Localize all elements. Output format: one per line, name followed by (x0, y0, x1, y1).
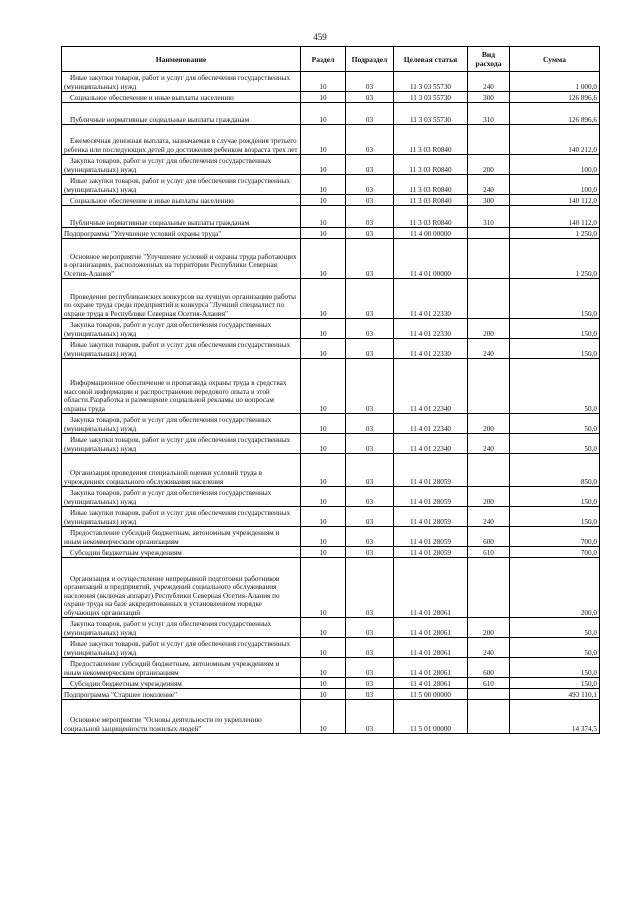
cell-sum: 50,0 (510, 618, 600, 638)
cell-sum: 140 112,0 (510, 195, 600, 206)
cell-target: 11 5 01 00000 (394, 700, 468, 734)
cell-target: 11 4 01 28061 (394, 658, 468, 678)
cell-name: Ежемесячная денежная выплата, назначаемая в случае рождения третьего ребенка или последующих детей до достижения ребенком возраста трех лет (62, 125, 301, 155)
cell-expense-type: 300 (468, 92, 510, 103)
table-row (62, 700, 600, 734)
cell-section: 10 (301, 125, 346, 155)
cell-subsection: 03 (346, 700, 394, 734)
cell-expense-type (468, 125, 510, 155)
cell-expense-type: 200 (468, 618, 510, 638)
cell-expense-type (468, 239, 510, 279)
cell-expense-type: 310 (468, 103, 510, 125)
cell-section: 10 (301, 638, 346, 658)
cell-section: 10 (301, 547, 346, 558)
table-row (62, 558, 600, 618)
table-row (62, 527, 600, 547)
cell-subsection: 03 (346, 72, 394, 92)
page-number: 459 (313, 32, 327, 42)
cell-name: Иные закупки товаров, работ и услуг для обеспечения государственных (муниципальных) нужд (62, 175, 301, 195)
cell-section: 10 (301, 689, 346, 700)
cell-sum: 50,0 (510, 359, 600, 414)
cell-sum: 1 000,0 (510, 72, 600, 92)
cell-subsection: 03 (346, 487, 394, 507)
cell-expense-type (468, 228, 510, 239)
cell-sum: 140 212,0 (510, 125, 600, 155)
cell-target: 11 4 01 22330 (394, 339, 468, 359)
cell-target: 11 4 01 28061 (394, 618, 468, 638)
cell-subsection: 03 (346, 175, 394, 195)
cell-name: Проведение республиканских конкурсов на лучшую организацию работы по охране труда среди предприятий и конкурса "Лучший специалист по охране труда в Республике Северная Осетия-Алания" (62, 279, 301, 319)
cell-subsection: 03 (346, 92, 394, 103)
cell-subsection: 03 (346, 239, 394, 279)
cell-subsection: 03 (346, 228, 394, 239)
cell-expense-type (468, 359, 510, 414)
cell-target: 11 3 03 R0840 (394, 175, 468, 195)
header-sum: Сумма (510, 47, 600, 72)
cell-name: Иные закупки товаров, работ и услуг для обеспечения государственных (муниципальных) нужд (62, 434, 301, 454)
cell-subsection: 03 (346, 103, 394, 125)
cell-target: 11 3 03 R0840 (394, 125, 468, 155)
cell-name: Субсидии бюджетным учреждениям (62, 547, 301, 558)
cell-name: Иные закупки товаров, работ и услуг для обеспечения государственных (муниципальных) нужд (62, 72, 301, 92)
cell-subsection: 03 (346, 507, 394, 527)
table-row (62, 72, 600, 92)
cell-expense-type (468, 454, 510, 487)
cell-section: 10 (301, 92, 346, 103)
table-row (62, 103, 600, 125)
table-row (62, 689, 600, 700)
header-name: Наименование (62, 47, 301, 72)
table-row (62, 658, 600, 678)
cell-sum: 150,0 (510, 658, 600, 678)
cell-expense-type (468, 279, 510, 319)
cell-expense-type: 200 (468, 487, 510, 507)
cell-subsection: 03 (346, 678, 394, 689)
table-row (62, 239, 600, 279)
table-row (62, 125, 600, 155)
table-row (62, 547, 600, 558)
cell-expense-type: 240 (468, 175, 510, 195)
cell-subsection: 03 (346, 359, 394, 414)
cell-expense-type: 310 (468, 206, 510, 228)
cell-section: 10 (301, 487, 346, 507)
header-subsection: Подраздел (346, 47, 394, 72)
cell-target: 11 3 03 55730 (394, 103, 468, 125)
cell-section: 10 (301, 339, 346, 359)
cell-subsection: 03 (346, 319, 394, 339)
table-row (62, 175, 600, 195)
table-row (62, 206, 600, 228)
cell-name: Подпрограмма "Старшее поколение" (62, 689, 301, 700)
cell-expense-type: 240 (468, 72, 510, 92)
cell-sum: 50,0 (510, 414, 600, 434)
cell-section: 10 (301, 103, 346, 125)
cell-target: 11 4 01 28061 (394, 638, 468, 658)
cell-section: 10 (301, 239, 346, 279)
cell-name: Информационное обеспечение и пропаганда охраны труда в средствах массовой информации и распространение передового опыта в этой области.Разработка и размещение социальной рекламы по вопросам охраны труда (62, 359, 301, 414)
cell-expense-type: 240 (468, 638, 510, 658)
cell-target: 11 4 01 28061 (394, 678, 468, 689)
cell-sum: 50,0 (510, 638, 600, 658)
table-row (62, 155, 600, 175)
cell-sum: 150,0 (510, 339, 600, 359)
cell-expense-type (468, 558, 510, 618)
cell-section: 10 (301, 507, 346, 527)
cell-subsection: 03 (346, 434, 394, 454)
cell-expense-type: 200 (468, 155, 510, 175)
cell-name: Предоставление субсидий бюджетным, автономным учреждениям и иным некоммерческим организациям (62, 527, 301, 547)
cell-section: 10 (301, 359, 346, 414)
table-row (62, 228, 600, 239)
budget-table (61, 46, 600, 734)
cell-subsection: 03 (346, 558, 394, 618)
cell-section: 10 (301, 454, 346, 487)
cell-section: 10 (301, 700, 346, 734)
cell-section: 10 (301, 206, 346, 228)
cell-section: 10 (301, 558, 346, 618)
cell-section: 10 (301, 414, 346, 434)
cell-name: Закупка товаров, работ и услуг для обеспечения государственных (муниципальных) нужд (62, 618, 301, 638)
cell-subsection: 03 (346, 155, 394, 175)
cell-subsection: 03 (346, 638, 394, 658)
header-section: Раздел (301, 47, 346, 72)
cell-subsection: 03 (346, 414, 394, 434)
cell-sum: 1 250,0 (510, 228, 600, 239)
cell-section: 10 (301, 434, 346, 454)
table-row (62, 359, 600, 414)
cell-section: 10 (301, 618, 346, 638)
table-row (62, 638, 600, 658)
cell-target: 11 3 03 R0840 (394, 195, 468, 206)
cell-section: 10 (301, 72, 346, 92)
cell-target: 11 4 01 28061 (394, 558, 468, 618)
cell-subsection: 03 (346, 279, 394, 319)
table-row (62, 195, 600, 206)
cell-name: Публичные нормативные социальные выплаты гражданам (62, 103, 301, 125)
cell-expense-type: 600 (468, 658, 510, 678)
cell-expense-type: 240 (468, 434, 510, 454)
cell-name: Субсидии бюджетным учреждениям (62, 678, 301, 689)
cell-section: 10 (301, 658, 346, 678)
cell-name: Иные закупки товаров, работ и услуг для обеспечения государственных (муниципальных) нужд (62, 339, 301, 359)
cell-name: Иные закупки товаров, работ и услуг для обеспечения государственных (муниципальных) нужд (62, 507, 301, 527)
cell-target: 11 4 01 22330 (394, 279, 468, 319)
cell-expense-type: 240 (468, 339, 510, 359)
cell-expense-type: 610 (468, 678, 510, 689)
cell-expense-type: 610 (468, 547, 510, 558)
cell-target: 11 4 01 28059 (394, 507, 468, 527)
cell-expense-type (468, 689, 510, 700)
cell-sum: 700,0 (510, 547, 600, 558)
cell-sum: 200,0 (510, 558, 600, 618)
cell-expense-type: 240 (468, 507, 510, 527)
cell-name: Организация проведения специальной оценки условий труда в учреждениях социального обслуживания населения (62, 454, 301, 487)
table-row (62, 92, 600, 103)
cell-section: 10 (301, 678, 346, 689)
cell-sum: 850,0 (510, 454, 600, 487)
cell-sum: 150,0 (510, 678, 600, 689)
cell-name: Социальное обеспечение и иные выплаты населению (62, 195, 301, 206)
cell-sum: 126 896,6 (510, 103, 600, 125)
cell-sum: 150,0 (510, 507, 600, 527)
cell-expense-type: 600 (468, 527, 510, 547)
cell-subsection: 03 (346, 547, 394, 558)
cell-section: 10 (301, 228, 346, 239)
cell-target: 11 4 01 28059 (394, 547, 468, 558)
cell-name: Иные закупки товаров, работ и услуг для обеспечения государственных (муниципальных) нужд (62, 638, 301, 658)
table-row (62, 487, 600, 507)
cell-expense-type: 200 (468, 414, 510, 434)
cell-target: 11 5 00 00000 (394, 689, 468, 700)
cell-section: 10 (301, 319, 346, 339)
cell-subsection: 03 (346, 125, 394, 155)
cell-sum: 126 896,6 (510, 92, 600, 103)
cell-name: Закупка товаров, работ и услуг для обеспечения государственных (муниципальных) нужд (62, 487, 301, 507)
cell-name: Социальное обеспечение и иные выплаты населению (62, 92, 301, 103)
cell-sum: 100,0 (510, 175, 600, 195)
cell-target: 11 3 03 R0840 (394, 155, 468, 175)
cell-section: 10 (301, 175, 346, 195)
cell-name: Публичные нормативные социальные выплаты гражданам (62, 206, 301, 228)
cell-target: 11 4 01 22340 (394, 434, 468, 454)
table-header-row (62, 47, 600, 72)
cell-sum: 1 250,0 (510, 239, 600, 279)
header-target: Целевая статья (394, 47, 468, 72)
cell-name: Закупка товаров, работ и услуг для обеспечения государственных (муниципальных) нужд (62, 155, 301, 175)
cell-sum: 700,0 (510, 527, 600, 547)
cell-subsection: 03 (346, 658, 394, 678)
table-row (62, 454, 600, 487)
table-row (62, 618, 600, 638)
cell-name: Предоставление субсидий бюджетным, автономным учреждениям и иным некоммерческим организациям (62, 658, 301, 678)
cell-subsection: 03 (346, 206, 394, 228)
cell-name: Организация и осуществление непрерывной подготовки работников организаций и предприятий, учреждений социального обслуживания населения (включая аппарат) Республики Северная Осетия-Алания по охране труда на базе аккредитованных в установленном порядке обучающих организаций (62, 558, 301, 618)
cell-target: 11 4 01 22330 (394, 319, 468, 339)
cell-expense-type: 200 (468, 319, 510, 339)
table-row (62, 279, 600, 319)
cell-sum: 493 110,1 (510, 689, 600, 700)
cell-sum: 14 374,5 (510, 700, 600, 734)
cell-target: 11 4 01 22340 (394, 414, 468, 434)
cell-target: 11 4 01 22340 (394, 359, 468, 414)
cell-sum: 150,0 (510, 319, 600, 339)
cell-subsection: 03 (346, 618, 394, 638)
cell-subsection: 03 (346, 527, 394, 547)
cell-section: 10 (301, 155, 346, 175)
cell-subsection: 03 (346, 339, 394, 359)
cell-target: 11 4 01 28059 (394, 527, 468, 547)
cell-target: 11 4 01 00000 (394, 239, 468, 279)
cell-section: 10 (301, 195, 346, 206)
cell-target: 11 3 03 R0840 (394, 206, 468, 228)
table-row (62, 319, 600, 339)
cell-section: 10 (301, 527, 346, 547)
cell-target: 11 3 03 55730 (394, 92, 468, 103)
table-row (62, 678, 600, 689)
cell-expense-type: 300 (468, 195, 510, 206)
table-body (62, 72, 600, 734)
cell-name: Закупка товаров, работ и услуг для обеспечения государственных (муниципальных) нужд (62, 414, 301, 434)
cell-subsection: 03 (346, 689, 394, 700)
cell-sum: 50,0 (510, 434, 600, 454)
cell-sum: 150,0 (510, 487, 600, 507)
cell-name: Закупка товаров, работ и услуг для обеспечения государственных (муниципальных) нужд (62, 319, 301, 339)
cell-target: 11 4 01 28059 (394, 454, 468, 487)
cell-target: 11 4 00 00000 (394, 228, 468, 239)
cell-section: 10 (301, 279, 346, 319)
cell-target: 11 4 01 28059 (394, 487, 468, 507)
cell-name: Основное мероприятие "Улучшение условий и охраны труда работающих в организациях, расположенных на территории Республики Северная Осетия-Алания" (62, 239, 301, 279)
cell-name: Подпрограмма "Улучшение условий охраны труда" (62, 228, 301, 239)
cell-sum: 140 112,0 (510, 206, 600, 228)
table-row (62, 434, 600, 454)
cell-target: 11 3 03 55730 (394, 72, 468, 92)
table-row (62, 339, 600, 359)
cell-sum: 100,0 (510, 155, 600, 175)
cell-subsection: 03 (346, 195, 394, 206)
cell-expense-type (468, 700, 510, 734)
cell-subsection: 03 (346, 454, 394, 487)
cell-sum: 150,0 (510, 279, 600, 319)
header-expense-type: Вид расхода (468, 47, 510, 72)
cell-name: Основное мероприятие "Основы деятельности по укреплению социальной защищенности пожилых людей" (62, 700, 301, 734)
table-row (62, 507, 600, 527)
table-row (62, 414, 600, 434)
